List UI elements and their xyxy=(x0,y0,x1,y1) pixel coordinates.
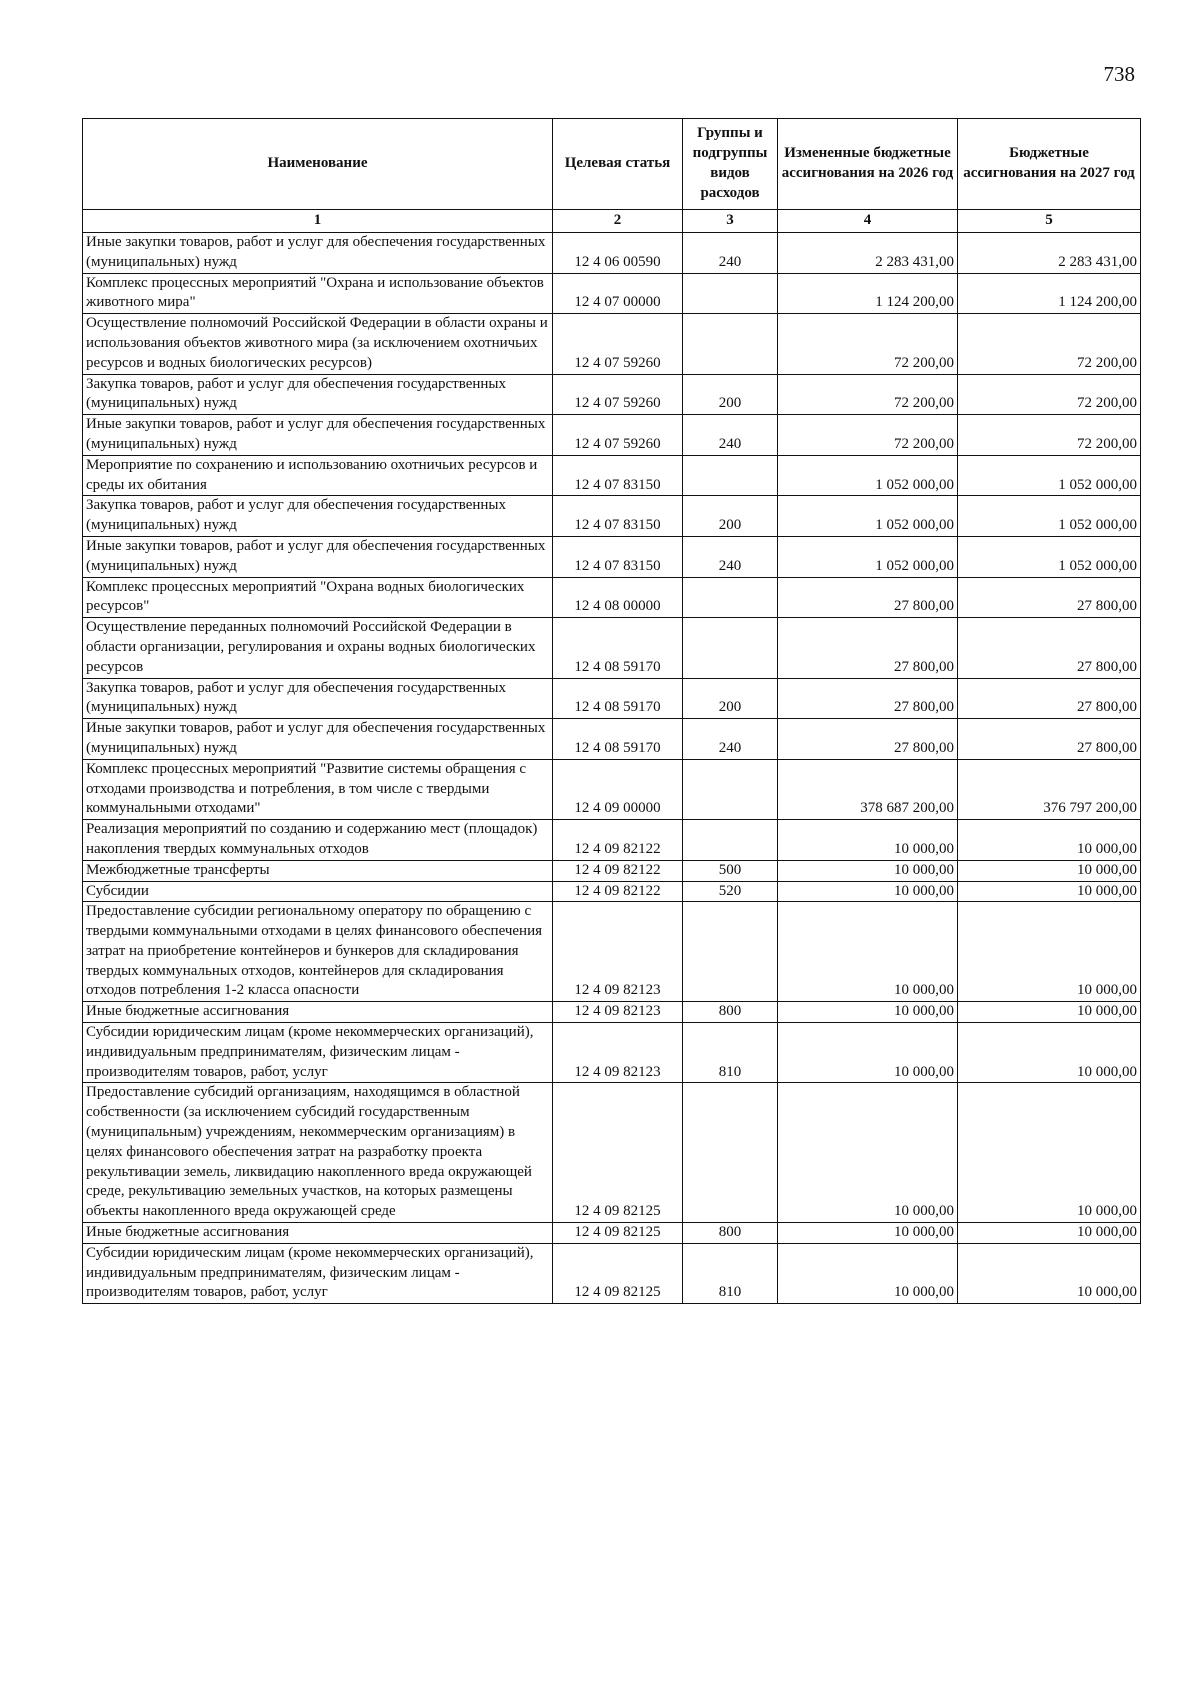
row-target-code: 12 4 09 00000 xyxy=(553,759,683,819)
row-name: Субсидии юридическим лицам (кроме некоммерческих организаций), индивидуальным предпринимателям, физическим лицам - производителям товаров, работ, услуг xyxy=(83,1243,553,1303)
table-row xyxy=(83,233,1141,274)
row-target-code: 12 4 08 59170 xyxy=(553,618,683,678)
row-amount-2027: 1 052 000,00 xyxy=(958,496,1141,537)
table-row xyxy=(83,455,1141,496)
row-expense-group: 200 xyxy=(683,374,778,415)
row-amount-2027: 1 052 000,00 xyxy=(958,455,1141,496)
column-number-row xyxy=(83,210,1141,233)
row-amount-2026: 10 000,00 xyxy=(778,820,958,861)
row-expense-group xyxy=(683,314,778,374)
header-amount-2026: Измененные бюджетные ассигнования на 2026 год xyxy=(778,119,958,210)
row-amount-2026: 10 000,00 xyxy=(778,1083,958,1223)
row-amount-2026: 1 052 000,00 xyxy=(778,455,958,496)
row-amount-2027: 10 000,00 xyxy=(958,1083,1141,1223)
row-amount-2027: 27 800,00 xyxy=(958,719,1141,760)
row-name: Осуществление полномочий Российской Федерации в области охраны и использования объектов животного мира (за исключением охотничьих ресурсов и водных биологических ресурсов) xyxy=(83,314,553,374)
row-amount-2027: 376 797 200,00 xyxy=(958,759,1141,819)
table-row xyxy=(83,1223,1141,1244)
row-name: Предоставление субсидий организациям, находящимся в областной собственности (за исключением субсидий государственным (муниципальным) учреждениям, некоммерческим организациям) в целях финансового обеспечения затрат на разработку проекта рекультивации земель, ликвидацию накопленного вреда окружающей среде, рекультивацию земельных участков, на которых размещены объекты накопленного вреда окружающей среде xyxy=(83,1083,553,1223)
table-row xyxy=(83,678,1141,719)
row-name: Реализация мероприятий по созданию и содержанию мест (площадок) накопления твердых коммунальных отходов xyxy=(83,820,553,861)
row-target-code: 12 4 07 00000 xyxy=(553,273,683,314)
row-amount-2026: 10 000,00 xyxy=(778,902,958,1002)
row-name: Иные закупки товаров, работ и услуг для обеспечения государственных (муниципальных) нужд xyxy=(83,233,553,274)
row-amount-2026: 10 000,00 xyxy=(778,1223,958,1244)
row-target-code: 12 4 09 82125 xyxy=(553,1223,683,1244)
row-amount-2026: 1 052 000,00 xyxy=(778,536,958,577)
row-target-code: 12 4 07 83150 xyxy=(553,455,683,496)
row-target-code: 12 4 08 00000 xyxy=(553,577,683,618)
row-expense-group: 810 xyxy=(683,1243,778,1303)
table-row xyxy=(83,314,1141,374)
row-amount-2027: 10 000,00 xyxy=(958,1023,1141,1083)
table-row xyxy=(83,415,1141,456)
row-name: Комплекс процессных мероприятий "Охрана водных биологических ресурсов" xyxy=(83,577,553,618)
row-expense-group xyxy=(683,759,778,819)
row-target-code: 12 4 07 83150 xyxy=(553,536,683,577)
row-amount-2026: 10 000,00 xyxy=(778,860,958,881)
header-group: Группы и подгруппы видов расходов xyxy=(683,119,778,210)
row-name: Закупка товаров, работ и услуг для обеспечения государственных (муниципальных) нужд xyxy=(83,374,553,415)
row-expense-group: 520 xyxy=(683,881,778,902)
row-amount-2026: 72 200,00 xyxy=(778,374,958,415)
table-row xyxy=(83,374,1141,415)
row-name: Комплекс процессных мероприятий "Охрана и использование объектов животного мира" xyxy=(83,273,553,314)
row-name: Иные бюджетные ассигнования xyxy=(83,1223,553,1244)
row-expense-group xyxy=(683,820,778,861)
row-target-code: 12 4 07 59260 xyxy=(553,374,683,415)
row-expense-group xyxy=(683,273,778,314)
row-target-code: 12 4 07 59260 xyxy=(553,415,683,456)
column-number: 4 xyxy=(778,210,958,233)
row-expense-group: 800 xyxy=(683,1002,778,1023)
row-name: Межбюджетные трансферты xyxy=(83,860,553,881)
row-target-code: 12 4 09 82122 xyxy=(553,860,683,881)
row-expense-group: 240 xyxy=(683,536,778,577)
table-row xyxy=(83,577,1141,618)
table-row xyxy=(83,902,1141,1002)
column-number: 2 xyxy=(553,210,683,233)
header-name: Наименование xyxy=(83,119,553,210)
row-amount-2026: 10 000,00 xyxy=(778,1023,958,1083)
row-amount-2026: 27 800,00 xyxy=(778,719,958,760)
row-amount-2026: 27 800,00 xyxy=(778,577,958,618)
row-expense-group: 240 xyxy=(683,233,778,274)
row-target-code: 12 4 07 83150 xyxy=(553,496,683,537)
row-amount-2027: 72 200,00 xyxy=(958,374,1141,415)
row-target-code: 12 4 08 59170 xyxy=(553,678,683,719)
table-row xyxy=(83,820,1141,861)
row-target-code: 12 4 09 82123 xyxy=(553,902,683,1002)
row-name: Субсидии юридическим лицам (кроме некоммерческих организаций), индивидуальным предпринимателям, физическим лицам - производителям товаров, работ, услуг xyxy=(83,1023,553,1083)
row-amount-2027: 27 800,00 xyxy=(958,618,1141,678)
row-name: Закупка товаров, работ и услуг для обеспечения государственных (муниципальных) нужд xyxy=(83,496,553,537)
table-body xyxy=(83,233,1141,1304)
row-name: Предоставление субсидии региональному оператору по обращению с твердыми коммунальными отходами в целях финансового обеспечения затрат на приобретение контейнеров и бункеров для складирования твердых коммунальных отходов, контейнеров для складирования отходов потребления 1-2 класса опасности xyxy=(83,902,553,1002)
row-target-code: 12 4 07 59260 xyxy=(553,314,683,374)
row-amount-2026: 10 000,00 xyxy=(778,1002,958,1023)
row-amount-2026: 10 000,00 xyxy=(778,881,958,902)
table-row xyxy=(83,536,1141,577)
row-amount-2026: 378 687 200,00 xyxy=(778,759,958,819)
table-row xyxy=(83,1083,1141,1223)
row-amount-2026: 27 800,00 xyxy=(778,618,958,678)
row-amount-2026: 72 200,00 xyxy=(778,314,958,374)
table-row xyxy=(83,860,1141,881)
row-amount-2026: 27 800,00 xyxy=(778,678,958,719)
table-row xyxy=(83,719,1141,760)
budget-table xyxy=(82,118,1141,1304)
table-row xyxy=(83,618,1141,678)
row-amount-2027: 10 000,00 xyxy=(958,881,1141,902)
row-target-code: 12 4 09 82123 xyxy=(553,1002,683,1023)
row-name: Осуществление переданных полномочий Российской Федерации в области организации, регулирования и охраны водных биологических ресурсов xyxy=(83,618,553,678)
row-amount-2027: 2 283 431,00 xyxy=(958,233,1141,274)
row-target-code: 12 4 09 82122 xyxy=(553,881,683,902)
row-amount-2026: 10 000,00 xyxy=(778,1243,958,1303)
row-amount-2026: 2 283 431,00 xyxy=(778,233,958,274)
row-name: Закупка товаров, работ и услуг для обеспечения государственных (муниципальных) нужд xyxy=(83,678,553,719)
row-amount-2027: 10 000,00 xyxy=(958,860,1141,881)
row-expense-group xyxy=(683,577,778,618)
row-amount-2027: 10 000,00 xyxy=(958,820,1141,861)
row-expense-group xyxy=(683,902,778,1002)
header-code: Целевая статья xyxy=(553,119,683,210)
row-expense-group: 800 xyxy=(683,1223,778,1244)
row-amount-2027: 10 000,00 xyxy=(958,1243,1141,1303)
row-expense-group: 810 xyxy=(683,1023,778,1083)
row-amount-2027: 1 124 200,00 xyxy=(958,273,1141,314)
row-target-code: 12 4 09 82125 xyxy=(553,1083,683,1223)
page-number: 738 xyxy=(1103,62,1135,86)
row-target-code: 12 4 08 59170 xyxy=(553,719,683,760)
row-target-code: 12 4 09 82122 xyxy=(553,820,683,861)
row-expense-group: 200 xyxy=(683,496,778,537)
row-expense-group: 240 xyxy=(683,415,778,456)
row-amount-2027: 1 052 000,00 xyxy=(958,536,1141,577)
row-amount-2027: 72 200,00 xyxy=(958,314,1141,374)
row-amount-2026: 72 200,00 xyxy=(778,415,958,456)
row-name: Субсидии xyxy=(83,881,553,902)
row-name: Иные закупки товаров, работ и услуг для обеспечения государственных (муниципальных) нужд xyxy=(83,536,553,577)
table-row xyxy=(83,273,1141,314)
row-amount-2027: 10 000,00 xyxy=(958,902,1141,1002)
table-row xyxy=(83,1023,1141,1083)
row-expense-group xyxy=(683,455,778,496)
column-number: 1 xyxy=(83,210,553,233)
row-amount-2027: 10 000,00 xyxy=(958,1002,1141,1023)
row-expense-group: 200 xyxy=(683,678,778,719)
table-row xyxy=(83,1002,1141,1023)
column-number: 5 xyxy=(958,210,1141,233)
row-target-code: 12 4 06 00590 xyxy=(553,233,683,274)
table-row xyxy=(83,1243,1141,1303)
row-amount-2027: 72 200,00 xyxy=(958,415,1141,456)
row-name: Иные закупки товаров, работ и услуг для обеспечения государственных (муниципальных) нужд xyxy=(83,719,553,760)
row-name: Комплекс процессных мероприятий "Развитие системы обращения с отходами производства и потребления, в том числе с твердыми коммунальными отходами" xyxy=(83,759,553,819)
row-amount-2027: 27 800,00 xyxy=(958,577,1141,618)
table-row xyxy=(83,759,1141,819)
row-amount-2027: 27 800,00 xyxy=(958,678,1141,719)
row-target-code: 12 4 09 82125 xyxy=(553,1243,683,1303)
header-row xyxy=(83,119,1141,210)
row-expense-group xyxy=(683,1083,778,1223)
table-row xyxy=(83,881,1141,902)
table-row xyxy=(83,496,1141,537)
row-expense-group: 500 xyxy=(683,860,778,881)
row-expense-group: 240 xyxy=(683,719,778,760)
row-target-code: 12 4 09 82123 xyxy=(553,1023,683,1083)
header-amount-2027: Бюджетные ассигнования на 2027 год xyxy=(958,119,1141,210)
row-name: Иные закупки товаров, работ и услуг для обеспечения государственных (муниципальных) нужд xyxy=(83,415,553,456)
row-amount-2026: 1 052 000,00 xyxy=(778,496,958,537)
row-expense-group xyxy=(683,618,778,678)
column-number: 3 xyxy=(683,210,778,233)
row-name: Мероприятие по сохранению и использованию охотничьих ресурсов и среды их обитания xyxy=(83,455,553,496)
row-name: Иные бюджетные ассигнования xyxy=(83,1002,553,1023)
row-amount-2027: 10 000,00 xyxy=(958,1223,1141,1244)
row-amount-2026: 1 124 200,00 xyxy=(778,273,958,314)
